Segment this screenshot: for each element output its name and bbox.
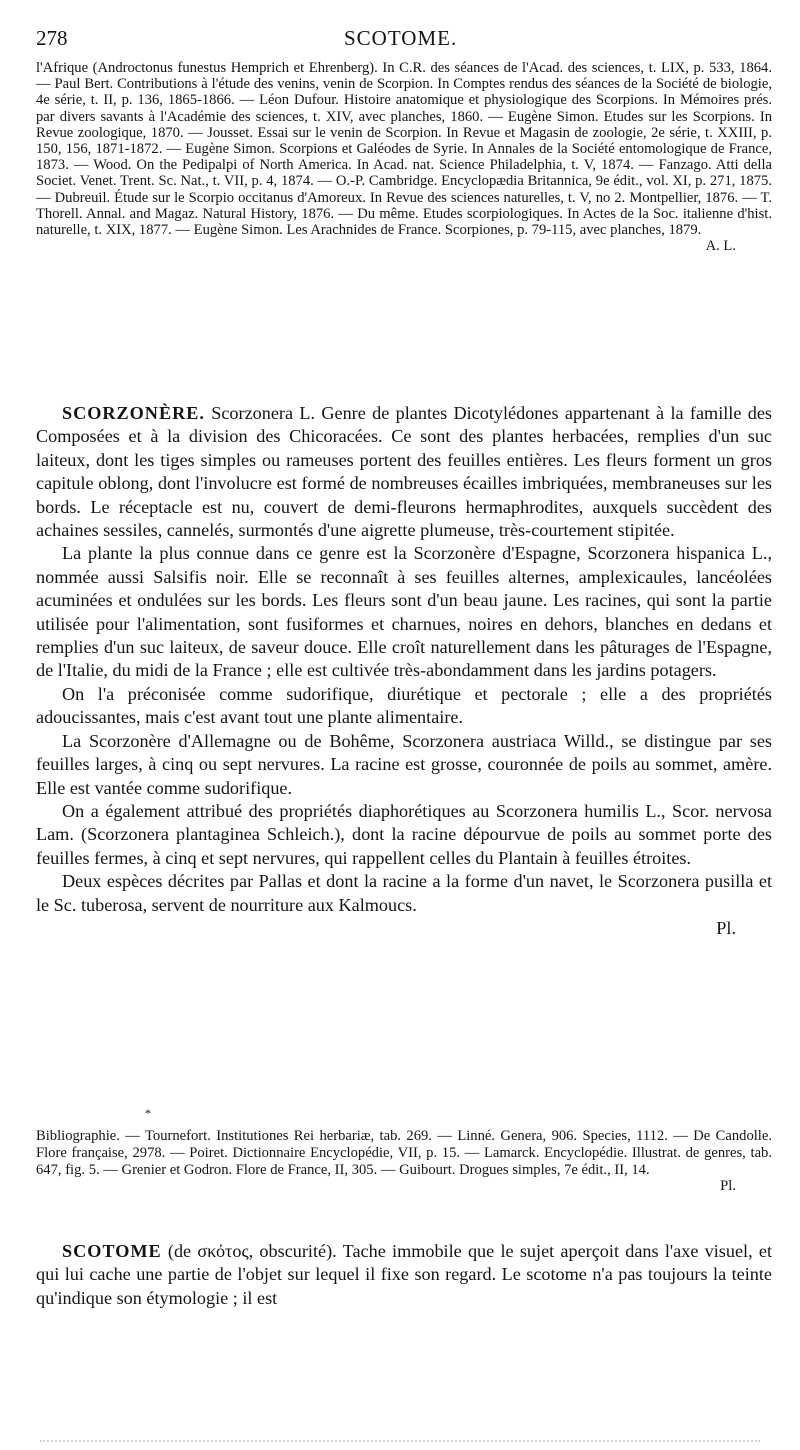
page-bottom-edge: [40, 1440, 760, 1442]
scorzonere-paragraph-4: La Scorzonère d'Allemagne ou de Bohême, Scorzonera austriaca Willd., se distingue par ses feuilles larges, à cinq ou sept nervures. La racine est grosse, couronnée de poils au sommet, amère. Elle est vantée comme sudorifique.: [36, 730, 772, 798]
scotome-entry: [36, 1240, 772, 1310]
running-title: SCOTOME.: [344, 26, 458, 50]
previous-entry-signature: A. L.: [705, 238, 736, 255]
scorzonere-entry: [36, 402, 772, 940]
previous-entry-bibliography: [36, 60, 772, 254]
scorzonere-paragraph-5: On a également attribué des propriétés diaphorétiques au Scorzonera humilis L., Scor. nervosa Lam. (Scorzonera plantaginea Schleich.), dont la racine dépourvue de poils au sommet porte des feuilles fermes, à cinq et sept nervures, qui rappellent celles du Plantain à feuilles étroites.: [36, 800, 772, 868]
scorzonere-signature: Pl.: [716, 917, 736, 938]
previous-entry-text: l'Afrique (Androctonus funestus Hemprich et Ehrenberg). In C.R. des séances de l'Acad. des sciences, t. LIX, p. 533, 1864. — Paul Bert. Contributions à l'étude des venins, venin de Scorpion. In Comptes rendus des séances de la Société de biologie, 4e série, t. II, p. 136, 1865-1866. — Léon Dufour. Histoire anatomique et physiologique des Scorpions. In Mémoires prés. par divers savants à l'Académie des sciences, t. XIV, avec planches, 1860. — Eugène Simon. Etudes sur les Scorpions. In Revue zoologique, 1870. — Jousset. Essai sur le venin de Scorpion. In Revue et Magasin de zoologie, 2e série, t. XXIII, p. 150, 156, 1871-1872. — Eugène Simon. Scorpions et Galéodes de Syrie. In Annales de la Société entomologique de France, 1873. — Wood. On the Pedipalpi of North America. In Acad. nat. Science Philadelphia, t. V, 1874. — Fanzago. Atti della Societ. Venet. Trent. Sc. Nat., t. VII, p. 4, 1874. — O.-P. Cambridge. Encyclopædia Britannica, 9e édit., vol. XI, p. 271, 1875. — Dubreuil. Étude sur le Scorpio occitanus d'Amoreux. In Revue des sciences naturelles, t. V, no 2. Montpellier, 1876. — T. Thorell. Annal. and Magaz. Natural History, 1876. — Du même. Etudes scorpiologiques. In Actes de la Soc. italienne d'hist. naturelle, t. XIX, 1877. — Eugène Simon. Les Arachnides de France. Scorpiones, p. 79-115, avec planches, 1879.: [36, 60, 772, 239]
scorzonere-text-1: Scorzonera L. Genre de plantes Dicotylédones appartenant à la famille des Composées et à la division des Chicoracées. Ce sont des plantes herbacées, remplies d'un suc laiteux, dont les tiges simples ou rameuses portent des feuilles entières. Les fleurs forment un gros capitule oblong, dont l'involucre est formé de nombreuses écailles imbriquées, membraneuses sur les bords. Le réceptacle est nu, couvert de demi-fleurons hermaphrodites, auxquels succèdent des achaines sessiles, cannelés, surmontés d'une aigrette plumeuse, très-courtement stipitée.: [36, 403, 773, 541]
scorzonere-paragraph-2: La plante la plus connue dans ce genre est la Scorzonère d'Espagne, Scorzonera hispanica L., nommée aussi Salsifis noir. Elle se reconnaît à ses feuilles alternes, amplexicaules, lancéolées acuminées et ondulées sur les bords. Les fleurs sont d'un beau jaune. Les racines, qui sont la partie utilisée pour l'alimentation, sont fusiformes et charnues, noires en dehors, blanches en dedans et remplies d'un suc laiteux, de saveur douce. Elle croît naturellement dans les pâturages de l'Espagne, de l'Italie, du midi de la France ; elle est cultivée très-abondamment dans les jardins potagers.: [36, 543, 772, 681]
asterisk-mark: *: [145, 1106, 151, 1120]
scorzonere-paragraph-6: Deux espèces décrites par Pallas et dont la racine a la forme d'un navet, le Scorzonera pusilla et le Sc. tuberosa, servent de nourriture aux Kalmoucs.: [36, 871, 772, 915]
scorzonere-bibliography-signature: Pl.: [720, 1178, 736, 1195]
scorzonere-paragraph-1: [36, 402, 772, 542]
page-number: 278: [36, 26, 68, 50]
scotome-headword: SCOTOME: [62, 1241, 162, 1261]
scorzonere-headword: SCORZONÈRE.: [62, 403, 205, 423]
scorzonere-bibliography: [36, 1128, 772, 1195]
page-header: [36, 26, 766, 56]
scorzonere-paragraph-3: On l'a préconisée comme sudorifique, diurétique et pectorale ; elle a des propriétés adoucissantes, mais c'est avant tout une plante alimentaire.: [36, 683, 772, 728]
scotome-text: (de σκότος, obscurité). Tache immobile que le sujet aperçoit dans l'axe visuel, et qui lui cache une partie de l'objet sur lequel il fixe son regard. Le scotome n'a pas toujours la teinte qu'indique son étymologie ; il est: [36, 1241, 773, 1308]
scorzonere-bibliography-text: Bibliographie. — Tournefort. Institutiones Rei herbariæ, tab. 269. — Linné. Genera, 906. Species, 1112. — De Candolle. Flore française, 2978. — Poiret. Dictionnaire Encyclopédie, VII, p. 15. — Lamarck. Encyclopédie. Illustrat. de genres, tab. 647, fig. 5. — Grenier et Godron. Flore de France, II, 305. — Guibourt. Drogues simples, 7e édit., II, 14.: [36, 1128, 772, 1178]
